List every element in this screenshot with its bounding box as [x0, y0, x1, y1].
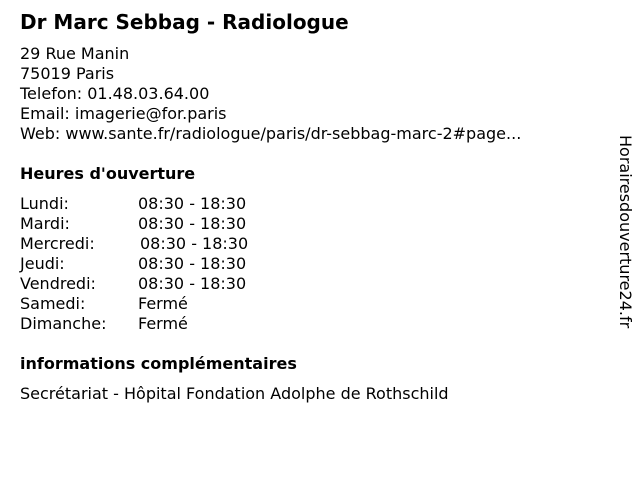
day-label: Vendredi: [20, 274, 96, 293]
page-title: Dr Marc Sebbag - Radiologue [20, 10, 349, 34]
address-city: 75019 Paris [20, 64, 115, 83]
hours-row-sunday [20, 314, 320, 334]
time-value: 08:30 - 18:30 [138, 254, 247, 273]
day-label: Mercredi: [20, 234, 95, 253]
additional-info-heading: informations complémentaires [20, 354, 297, 373]
hours-row-saturday [20, 294, 320, 314]
time-value: Fermé [138, 294, 188, 313]
day-label: Jeudi: [20, 254, 65, 273]
time-value: 08:30 - 18:30 [138, 214, 247, 233]
email-address: Email: imagerie@for.paris [20, 104, 227, 123]
contact-block [20, 44, 521, 144]
site-watermark [609, 135, 637, 375]
time-value: 08:30 - 18:30 [140, 234, 249, 253]
additional-info-text: Secrétariat - Hôpital Fondation Adolphe de Rothschild [20, 384, 449, 403]
time-value: 08:30 - 18:30 [138, 194, 247, 213]
opening-hours-table [20, 194, 320, 334]
opening-hours-heading: Heures d'ouverture [20, 164, 196, 183]
hours-row-monday [20, 194, 320, 214]
day-label: Lundi: [20, 194, 69, 213]
address-street: 29 Rue Manin [20, 44, 130, 63]
time-value: 08:30 - 18:30 [138, 274, 247, 293]
website-link[interactable]: Web: www.sante.fr/radiologue/paris/dr-sebbag-marc-2#page... [20, 124, 522, 143]
phone-number: Telefon: 01.48.03.64.00 [20, 84, 210, 103]
time-value: Fermé [138, 314, 188, 333]
hours-row-wednesday [20, 234, 320, 254]
watermark-text: Horairesdouverture24.fr [616, 135, 635, 329]
hours-row-friday [20, 274, 320, 294]
hours-row-thursday [20, 254, 320, 274]
day-label: Dimanche: [20, 314, 107, 333]
hours-row-tuesday [20, 214, 320, 234]
day-label: Mardi: [20, 214, 70, 233]
day-label: Samedi: [20, 294, 86, 313]
